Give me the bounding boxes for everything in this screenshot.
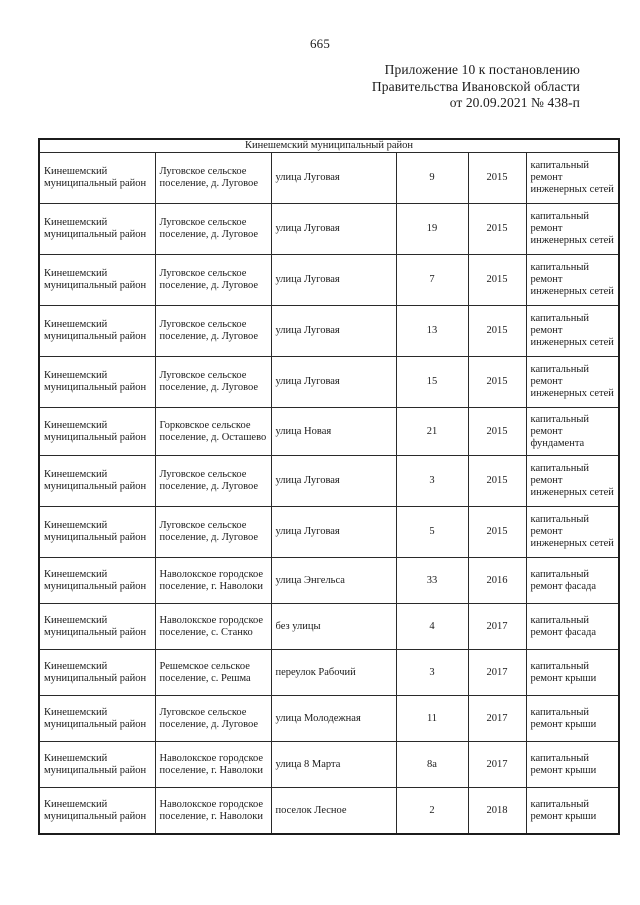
year-cell: 2016 xyxy=(468,558,526,604)
table-row xyxy=(39,357,619,408)
year-cell: 2015 xyxy=(468,357,526,408)
settlement-cell: Луговское сельское поселение, д. Луговое xyxy=(155,507,271,558)
district-cell: Кинешемский муниципальный район xyxy=(39,696,155,742)
house-number-cell: 13 xyxy=(396,306,468,357)
work-type-cell: капитальный ремонт инженерных сетей xyxy=(526,456,619,507)
district-cell: Кинешемский муниципальный район xyxy=(39,306,155,357)
table-row xyxy=(39,255,619,306)
year-cell: 2017 xyxy=(468,742,526,788)
house-number-cell: 5 xyxy=(396,507,468,558)
table-row xyxy=(39,408,619,456)
work-type-cell: капитальный ремонт крыши xyxy=(526,788,619,835)
street-cell: поселок Лесное xyxy=(271,788,396,835)
street-cell: улица Луговая xyxy=(271,507,396,558)
table-row xyxy=(39,650,619,696)
group-header-cell: Кинешемский муниципальный район xyxy=(39,139,619,153)
settlement-cell: Наволокское городское поселение, г. Наволоки xyxy=(155,788,271,835)
year-cell: 2015 xyxy=(468,507,526,558)
work-type-cell: капитальный ремонт крыши xyxy=(526,696,619,742)
work-type-cell: капитальный ремонт инженерных сетей xyxy=(526,357,619,408)
district-cell: Кинешемский муниципальный район xyxy=(39,204,155,255)
settlement-cell: Наволокское городское поселение, с. Станко xyxy=(155,604,271,650)
house-number-cell: 7 xyxy=(396,255,468,306)
house-number-cell: 9 xyxy=(396,153,468,204)
settlement-cell: Луговское сельское поселение, д. Луговое xyxy=(155,696,271,742)
district-cell: Кинешемский муниципальный район xyxy=(39,153,155,204)
table-row xyxy=(39,204,619,255)
district-cell: Кинешемский муниципальный район xyxy=(39,507,155,558)
appendix-line-3: от 20.09.2021 № 438-п xyxy=(449,95,580,110)
appendix-line-1: Приложение 10 к постановлению xyxy=(384,62,580,77)
district-cell: Кинешемский муниципальный район xyxy=(39,255,155,306)
settlement-cell: Луговское сельское поселение, д. Луговое xyxy=(155,204,271,255)
house-number-cell: 4 xyxy=(396,604,468,650)
house-number-cell: 21 xyxy=(396,408,468,456)
work-type-cell: капитальный ремонт инженерных сетей xyxy=(526,255,619,306)
table-row xyxy=(39,306,619,357)
district-cell: Кинешемский муниципальный район xyxy=(39,357,155,408)
settlement-cell: Луговское сельское поселение, д. Луговое xyxy=(155,357,271,408)
street-cell: улица Молодежная xyxy=(271,696,396,742)
street-cell: улица Энгельса xyxy=(271,558,396,604)
district-cell: Кинешемский муниципальный район xyxy=(39,456,155,507)
table-row xyxy=(39,558,619,604)
appendix-line-2: Правительства Ивановской области xyxy=(371,78,580,94)
house-number-cell: 2 xyxy=(396,788,468,835)
house-number-cell: 3 xyxy=(396,456,468,507)
year-cell: 2018 xyxy=(468,788,526,835)
house-number-cell: 19 xyxy=(396,204,468,255)
settlement-cell: Луговское сельское поселение, д. Луговое xyxy=(155,255,271,306)
table-row xyxy=(39,456,619,507)
page-number: 665 xyxy=(309,36,331,51)
document-table xyxy=(38,138,620,835)
district-cell: Кинешемский муниципальный район xyxy=(39,604,155,650)
table-row xyxy=(39,788,619,835)
house-number-cell: 33 xyxy=(396,558,468,604)
settlement-cell: Наволокское городское поселение, г. Наволоки xyxy=(155,558,271,604)
street-cell: улица Луговая xyxy=(271,255,396,306)
street-cell: переулок Рабочий xyxy=(271,650,396,696)
appendix-heading xyxy=(372,62,580,112)
work-type-cell: капитальный ремонт крыши xyxy=(526,742,619,788)
year-cell: 2015 xyxy=(468,456,526,507)
house-number-cell: 8а xyxy=(396,742,468,788)
district-cell: Кинешемский муниципальный район xyxy=(39,742,155,788)
settlement-cell: Решемское сельское поселение, с. Решма xyxy=(155,650,271,696)
table-row xyxy=(39,604,619,650)
street-cell: без улицы xyxy=(271,604,396,650)
table-row xyxy=(39,696,619,742)
street-cell: улица Луговая xyxy=(271,306,396,357)
year-cell: 2017 xyxy=(468,696,526,742)
year-cell: 2015 xyxy=(468,153,526,204)
street-cell: улица Луговая xyxy=(271,204,396,255)
street-cell: улица Луговая xyxy=(271,357,396,408)
year-cell: 2015 xyxy=(468,408,526,456)
year-cell: 2017 xyxy=(468,650,526,696)
year-cell: 2017 xyxy=(468,604,526,650)
work-type-cell: капитальный ремонт инженерных сетей xyxy=(526,204,619,255)
work-type-cell: капитальный ремонт инженерных сетей xyxy=(526,306,619,357)
settlement-cell: Наволокское городское поселение, г. Наволоки xyxy=(155,742,271,788)
house-number-cell: 3 xyxy=(396,650,468,696)
district-cell: Кинешемский муниципальный район xyxy=(39,408,155,456)
table-row xyxy=(39,507,619,558)
work-type-cell: капитальный ремонт фасада xyxy=(526,604,619,650)
year-cell: 2015 xyxy=(468,204,526,255)
settlement-cell: Горковское сельское поселение, д. Осташево xyxy=(155,408,271,456)
house-number-cell: 15 xyxy=(396,357,468,408)
house-number-cell: 11 xyxy=(396,696,468,742)
settlement-cell: Луговское сельское поселение, д. Луговое xyxy=(155,456,271,507)
district-cell: Кинешемский муниципальный район xyxy=(39,650,155,696)
table-row xyxy=(39,742,619,788)
settlement-cell: Луговское сельское поселение, д. Луговое xyxy=(155,306,271,357)
work-type-cell: капитальный ремонт крыши xyxy=(526,650,619,696)
group-header-row xyxy=(39,139,619,153)
district-cell: Кинешемский муниципальный район xyxy=(39,788,155,835)
street-cell: улица 8 Марта xyxy=(271,742,396,788)
settlement-cell: Луговское сельское поселение, д. Луговое xyxy=(155,153,271,204)
work-type-cell: капитальный ремонт фасада xyxy=(526,558,619,604)
year-cell: 2015 xyxy=(468,255,526,306)
street-cell: улица Новая xyxy=(271,408,396,456)
work-type-cell: капитальный ремонт фундамента xyxy=(526,408,619,456)
work-type-cell: капитальный ремонт инженерных сетей xyxy=(526,153,619,204)
work-type-cell: капитальный ремонт инженерных сетей xyxy=(526,507,619,558)
street-cell: улица Луговая xyxy=(271,153,396,204)
table-row xyxy=(39,153,619,204)
street-cell: улица Луговая xyxy=(271,456,396,507)
year-cell: 2015 xyxy=(468,306,526,357)
district-cell: Кинешемский муниципальный район xyxy=(39,558,155,604)
